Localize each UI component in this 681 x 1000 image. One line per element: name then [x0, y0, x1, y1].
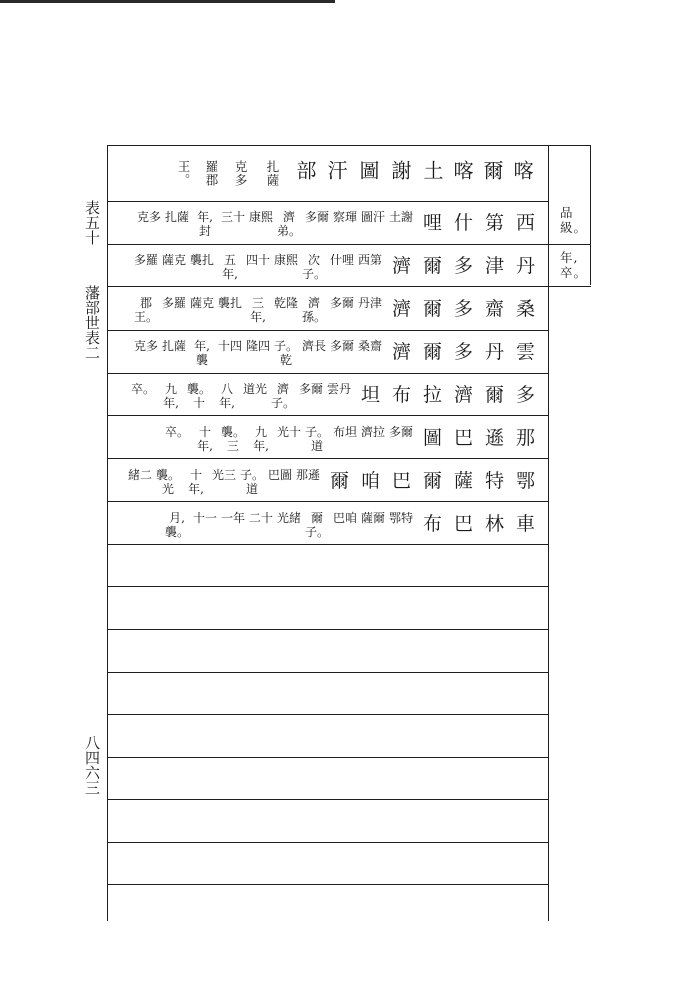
name-char: 西	[516, 212, 536, 234]
header-char: 喀	[510, 160, 534, 191]
note-pair: 雲丹	[326, 382, 351, 396]
name-char: 布	[423, 513, 443, 535]
note-pair: 扎薩	[161, 339, 186, 353]
header-note: 羅郡	[204, 160, 219, 187]
note-pair: 克多	[136, 210, 161, 224]
name-char: 濟	[392, 298, 412, 320]
name-char: 第	[485, 212, 505, 234]
rule-empty1	[107, 586, 548, 587]
note-pair: 子。道	[239, 468, 264, 496]
name-char: 巴	[454, 427, 474, 449]
note-pair: 康熙	[248, 210, 273, 224]
note-pair: 三年,	[250, 296, 266, 324]
note-pair: 巴咱	[332, 511, 357, 525]
note-pair: 圖汗	[360, 210, 385, 224]
note-pair: 十年,	[197, 425, 213, 453]
name-char: 桑	[516, 298, 536, 320]
note-pair: 子。乾	[273, 339, 298, 367]
note-pair: 多羅	[161, 296, 186, 310]
margin-title: 藩部世表二	[83, 285, 101, 360]
note-pair: 九年,	[163, 382, 179, 410]
note-pair: 克多	[133, 339, 158, 353]
name-char: 拉	[423, 384, 443, 406]
rule-row3	[107, 330, 548, 331]
rule-row6	[107, 458, 548, 459]
note-pair: 桑齋	[357, 339, 382, 353]
name-char: 多	[454, 341, 474, 363]
rule-empty3	[107, 672, 548, 673]
rule-row7	[107, 501, 548, 502]
note-pair: 巴圖	[267, 468, 292, 482]
header-note: 扎薩	[265, 160, 280, 187]
note-pair: 四十	[245, 253, 270, 267]
margin-volume: 表五十	[83, 200, 101, 245]
name-char: 津	[485, 255, 505, 277]
note-pair: 察琿	[332, 210, 357, 224]
rule-row8	[107, 544, 548, 545]
rank-note: 年,卒。	[560, 250, 588, 280]
name-char: 布	[392, 384, 412, 406]
note-pair: 月,襲。	[164, 511, 189, 539]
note-pair: 布坦	[332, 425, 357, 439]
note-pair: 子。道	[304, 425, 329, 453]
note-pair: 濟子。	[270, 382, 295, 410]
note-pair: 多爾	[329, 296, 354, 310]
frame-left	[107, 145, 108, 921]
note-pair: 爾子。	[304, 511, 329, 539]
note-pair: 鄂特	[388, 511, 413, 525]
rule-row4	[107, 373, 548, 374]
top-rule	[0, 0, 335, 3]
note-pair: 十四	[217, 339, 242, 353]
note-pair: 薩爾	[360, 511, 385, 525]
name-char: 濟	[392, 341, 412, 363]
frame-right	[548, 145, 549, 921]
header-char: 部	[293, 160, 317, 191]
note-pair: 次子。	[301, 253, 326, 281]
note-pair: 卒。	[164, 425, 189, 439]
name-char: 咱	[361, 470, 381, 492]
note-pair: 濟孫。	[301, 296, 326, 324]
name-char: 爾	[423, 255, 443, 277]
note-pair: 襲。十	[186, 382, 211, 410]
note-pair: 十年,	[188, 468, 204, 496]
note-pair: 光緒	[276, 511, 301, 525]
note-pair: 襲。三	[220, 425, 245, 453]
rule-empty8	[107, 884, 548, 885]
name-char: 圖	[423, 427, 443, 449]
note-pair: 襲扎	[189, 253, 214, 267]
note-pair: 道光	[242, 382, 267, 396]
header-char: 汗	[324, 160, 348, 191]
rule-row1	[107, 244, 591, 245]
rule-empty4	[107, 714, 548, 715]
name-char: 爾	[423, 470, 443, 492]
note-pair: 緒二	[127, 468, 152, 482]
note-pair: 五年,	[222, 253, 238, 281]
name-char: 巴	[454, 513, 474, 535]
rule-empty7	[107, 842, 548, 843]
note-pair: 濟弟。	[276, 210, 301, 238]
note-pair: 多羅	[133, 253, 158, 267]
note-pair: 年,襲	[194, 339, 210, 367]
name-char: 丹	[485, 341, 505, 363]
note-pair: 襲扎	[217, 296, 242, 310]
name-char: 多	[516, 384, 536, 406]
note-pair: 郡王。	[133, 296, 158, 324]
name-char: 什	[454, 212, 474, 234]
header-char: 土	[420, 160, 444, 191]
header-char: 喀	[450, 160, 474, 191]
note-pair: 丹津	[357, 296, 382, 310]
note-pair: 年,封	[197, 210, 213, 238]
note-pair: 多爾	[329, 339, 354, 353]
note-pair: 九年,	[253, 425, 269, 453]
note-pair: 隆四	[245, 339, 270, 353]
frame-outer-right	[590, 145, 591, 285]
note-pair: 光十	[276, 425, 301, 439]
name-char: 薩	[454, 470, 474, 492]
note-pair: 濟長	[301, 339, 326, 353]
note-pair: 三十	[220, 210, 245, 224]
note-pair: 二十	[248, 511, 273, 525]
rule-empty6	[107, 799, 548, 800]
name-char: 車	[516, 513, 536, 535]
name-char: 雲	[516, 341, 536, 363]
header-char: 謝	[388, 160, 412, 191]
header-char: 爾	[480, 160, 504, 191]
name-char: 哩	[423, 212, 443, 234]
name-char: 爾	[485, 384, 505, 406]
note-pair: 什哩	[329, 253, 354, 267]
note-pair: 多爾	[388, 425, 413, 439]
name-char: 巴	[392, 470, 412, 492]
note-pair: 濟拉	[360, 425, 385, 439]
note-pair: 一年	[220, 511, 245, 525]
name-char: 爾	[423, 341, 443, 363]
note-pair: 扎薩	[164, 210, 189, 224]
name-char: 多	[454, 298, 474, 320]
note-pair: 八年,	[219, 382, 235, 410]
note-pair: 薩克	[161, 253, 186, 267]
rule-row5	[107, 415, 548, 416]
name-char: 特	[485, 470, 505, 492]
name-char: 爾	[423, 298, 443, 320]
note-pair: 光三	[211, 468, 236, 482]
note-pair: 十一	[192, 511, 217, 525]
note-pair: 那遜	[295, 468, 320, 482]
name-char: 坦	[361, 384, 381, 406]
name-char: 林	[485, 513, 505, 535]
rule-row2	[107, 286, 591, 287]
margin-page-number: 八四六三	[83, 735, 101, 795]
name-char: 那	[516, 427, 536, 449]
note-pair: 多爾	[298, 382, 323, 396]
name-char: 多	[454, 255, 474, 277]
name-char: 丹	[516, 255, 536, 277]
note-pair: 多爾	[304, 210, 329, 224]
rule-top	[107, 145, 591, 146]
note-pair: 西第	[357, 253, 382, 267]
rule-empty2	[107, 629, 548, 630]
rank-label: 品級。	[560, 205, 588, 235]
header-note: 王。	[176, 160, 191, 187]
note-pair: 乾隆	[273, 296, 298, 310]
name-char: 濟	[392, 255, 412, 277]
header-note: 克多	[233, 160, 248, 187]
name-char: 遜	[485, 427, 505, 449]
note-pair: 卒。	[130, 382, 155, 396]
name-char: 鄂	[516, 470, 536, 492]
rule-empty5	[107, 757, 548, 758]
note-pair: 襲。光	[155, 468, 180, 496]
rule-header	[107, 201, 548, 202]
note-pair: 康熙	[273, 253, 298, 267]
note-pair: 土謝	[388, 210, 413, 224]
name-char: 爾	[330, 470, 350, 492]
note-pair: 薩克	[189, 296, 214, 310]
name-char: 濟	[454, 384, 474, 406]
name-char: 齋	[485, 298, 505, 320]
header-char: 圖	[356, 160, 380, 191]
